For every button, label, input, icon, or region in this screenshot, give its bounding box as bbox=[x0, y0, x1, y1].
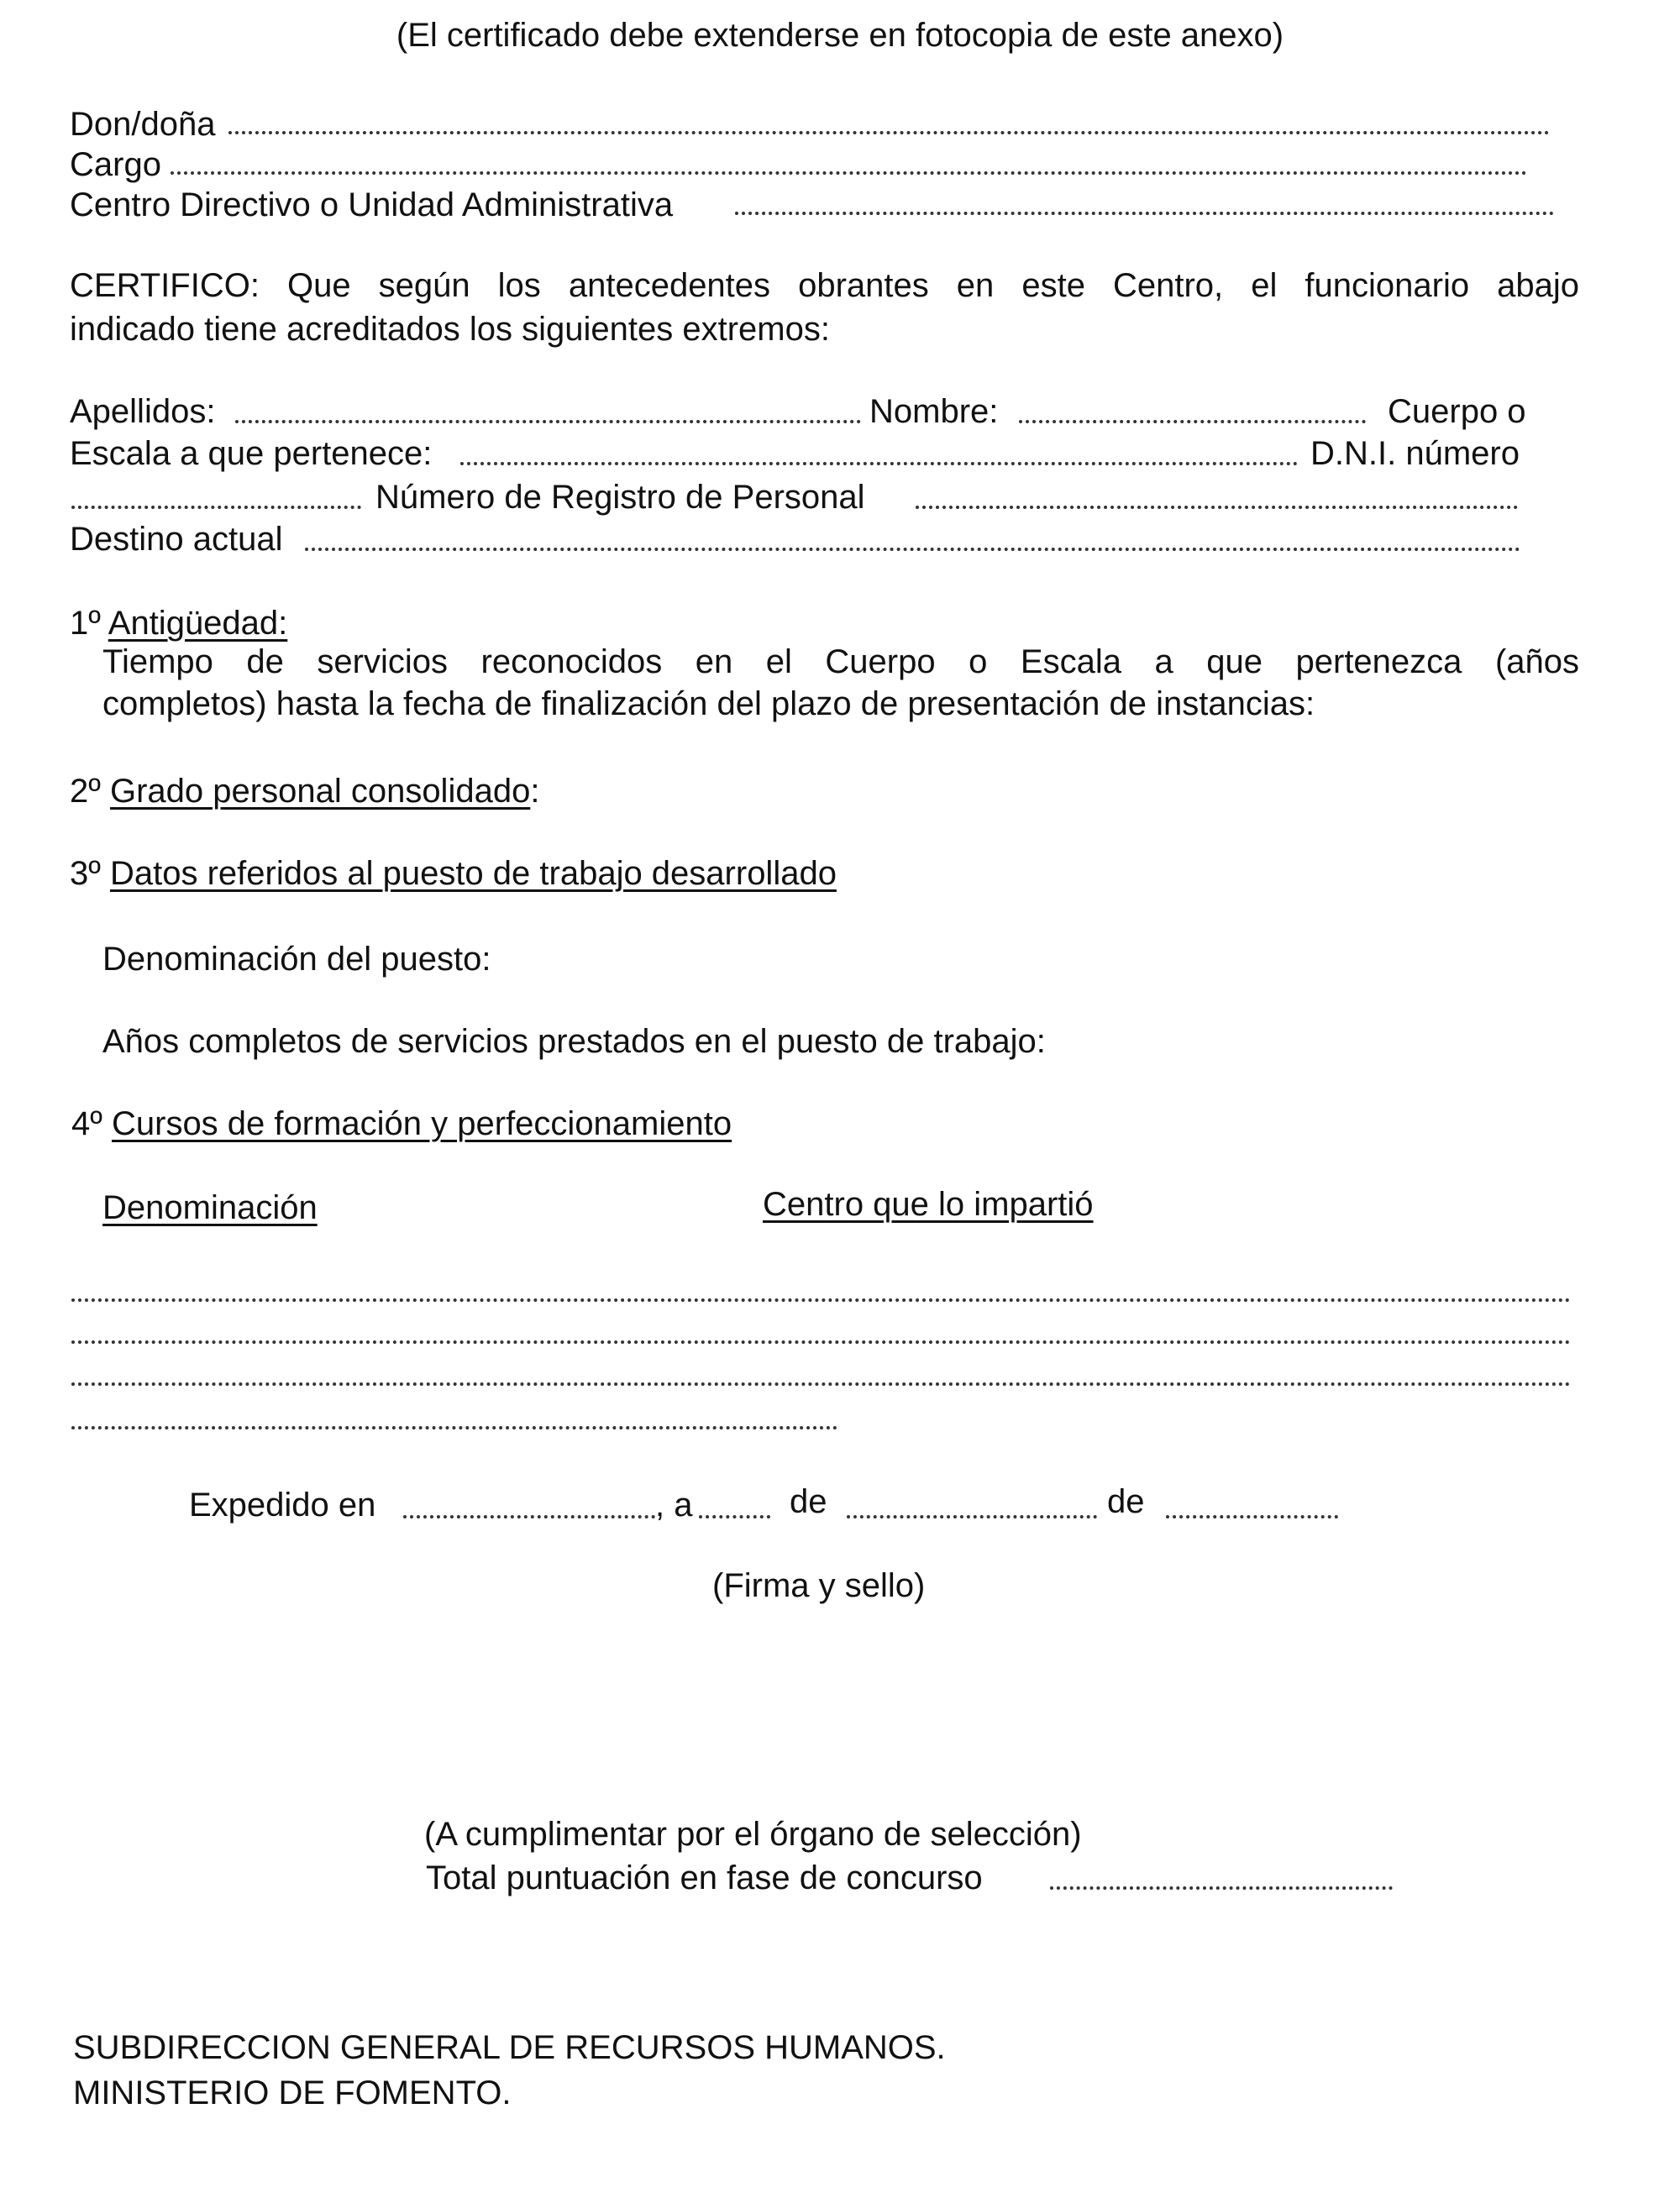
section-2-number: 2º bbox=[70, 773, 101, 810]
don-dona-field[interactable] bbox=[228, 126, 1550, 134]
total-puntuacion-label: Total puntuación en fase de concurso bbox=[426, 1859, 983, 1896]
header-note: (El certificado debe extenderse en fotocopia de este anexo) bbox=[396, 17, 1284, 54]
de-label-1: de bbox=[790, 1483, 827, 1520]
section-1-title: Antigüedad: bbox=[108, 605, 288, 642]
section-2-suffix: : bbox=[530, 773, 540, 810]
course-line-3[interactable] bbox=[71, 1377, 1571, 1386]
denominacion-puesto-label: Denominación del puesto: bbox=[102, 941, 491, 978]
cargo-row bbox=[70, 144, 161, 185]
section-1-body-line-2: completos) hasta la fecha de finalización del plazo de presentación de instancias: bbox=[102, 685, 1315, 722]
expedido-label: Expedido en bbox=[189, 1487, 376, 1524]
section-4-heading bbox=[71, 1104, 732, 1144]
course-line-4[interactable] bbox=[71, 1421, 837, 1429]
column-header-centro: Centro que lo impartió bbox=[763, 1186, 1094, 1223]
de-label-2: de bbox=[1107, 1483, 1145, 1520]
centro-row bbox=[70, 185, 673, 225]
destino-field[interactable] bbox=[305, 543, 1520, 551]
section-1-number: 1º bbox=[70, 605, 101, 642]
don-dona-label: Don/doña bbox=[70, 106, 216, 143]
nombre-label: Nombre: bbox=[869, 393, 999, 430]
a-label: , a bbox=[655, 1487, 693, 1524]
section-3-title: Datos referidos al puesto de trabajo desarrollado bbox=[109, 855, 837, 892]
footer-line-1: SUBDIRECCION GENERAL DE RECURSOS HUMANOS. bbox=[73, 2029, 946, 2066]
section-4-number: 4º bbox=[71, 1105, 102, 1142]
anos-servicio-label: Años completos de servicios prestados en el puesto de trabajo: bbox=[102, 1023, 1046, 1060]
total-puntuacion-field[interactable] bbox=[1050, 1881, 1393, 1890]
escala-field[interactable] bbox=[460, 457, 1298, 465]
nrp-field[interactable] bbox=[916, 501, 1518, 509]
year-field[interactable] bbox=[1166, 1510, 1338, 1518]
escala-label: Escala a que pertenece: bbox=[70, 435, 433, 472]
course-line-1[interactable] bbox=[71, 1293, 1571, 1302]
cargo-field[interactable] bbox=[171, 166, 1527, 175]
cargo-label: Cargo bbox=[70, 146, 161, 183]
centro-label: Centro Directivo o Unidad Administrativa bbox=[70, 186, 674, 223]
nombre-field[interactable] bbox=[1019, 415, 1366, 423]
course-line-2[interactable] bbox=[71, 1335, 1571, 1344]
apellidos-label: Apellidos: bbox=[70, 393, 216, 430]
column-header-denominacion: Denominación bbox=[102, 1189, 318, 1226]
section-2-title: Grado personal consolidado bbox=[109, 773, 531, 810]
section-2-heading bbox=[70, 771, 539, 811]
expedido-place-field[interactable] bbox=[403, 1510, 655, 1518]
dni-field[interactable] bbox=[71, 501, 361, 509]
day-field[interactable] bbox=[699, 1510, 770, 1518]
centro-field[interactable] bbox=[735, 207, 1554, 215]
signature-note: (Firma y sello) bbox=[712, 1567, 926, 1604]
don-dona-row bbox=[70, 104, 1557, 144]
dni-label: D.N.I. número bbox=[1310, 435, 1520, 472]
section-3-number: 3º bbox=[70, 855, 101, 892]
nrp-label: Número de Registro de Personal bbox=[375, 479, 865, 516]
destino-label: Destino actual bbox=[70, 521, 283, 558]
certifico-line-2: indicado tiene acreditados los siguientes extremos: bbox=[70, 311, 830, 348]
selection-note: (A cumplimentar por el órgano de selección) bbox=[424, 1816, 1082, 1853]
section-3-heading bbox=[70, 853, 837, 894]
footer-line-2: MINISTERIO DE FOMENTO. bbox=[73, 2074, 512, 2111]
section-1-heading bbox=[70, 603, 287, 643]
section-4-title: Cursos de formación y perfeccionamiento bbox=[111, 1105, 732, 1142]
month-field[interactable] bbox=[847, 1510, 1097, 1518]
cuerpo-label: Cuerpo o bbox=[1388, 393, 1526, 430]
certifico-line-1: CERTIFICO: Que según los antecedentes obrantes en este Centro, el funcionario abajo bbox=[70, 267, 1579, 304]
apellidos-field[interactable] bbox=[235, 415, 861, 423]
section-1-body-line-1: Tiempo de servicios reconocidos en el Cuerpo o Escala a que pertenezca (años bbox=[102, 643, 1579, 680]
